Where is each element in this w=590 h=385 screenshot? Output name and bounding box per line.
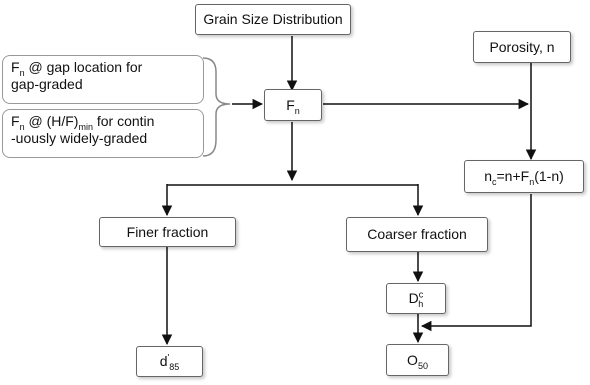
- grain-size-distribution-box: [195, 4, 351, 35]
- dch-label: $D^c_h$: [408, 289, 424, 309]
- note-gap-line2: gap-graded: [11, 76, 83, 92]
- d85-box: [136, 346, 203, 377]
- o50-box: [386, 344, 449, 376]
- nc-box: [464, 160, 584, 193]
- d85-label: $d'_{85}$: [159, 352, 180, 372]
- porosity-box: [473, 31, 571, 63]
- note-continuously-graded: [2, 109, 204, 158]
- note-gap-line1: $F_n$ @ gap location for: [11, 59, 143, 78]
- note-contin-line1: $F_n$ @ $(H/F)_{min}$ for contin: [11, 113, 155, 132]
- grain-size-distribution-label: Grain Size Distribution: [203, 11, 343, 27]
- fn-box: [264, 89, 322, 121]
- note-contin-line2: -uously widely-graded: [11, 130, 148, 146]
- finer-fraction-label: Finer fraction: [126, 223, 209, 240]
- porosity-label: Porosity, n: [489, 38, 555, 55]
- dch-box: [386, 283, 446, 314]
- nc-label: $n_c=n+F_n(1-n)$: [484, 168, 564, 187]
- o50-label: $O_{50}$: [407, 351, 428, 371]
- notes-brace: [203, 58, 230, 156]
- note-gap-graded: [2, 55, 204, 104]
- coarser-fraction-label: Coarser fraction: [367, 226, 467, 242]
- coarser-fraction-box: [346, 217, 488, 252]
- fn-label: $F_n$: [286, 96, 300, 116]
- finer-fraction-box: [99, 217, 236, 247]
